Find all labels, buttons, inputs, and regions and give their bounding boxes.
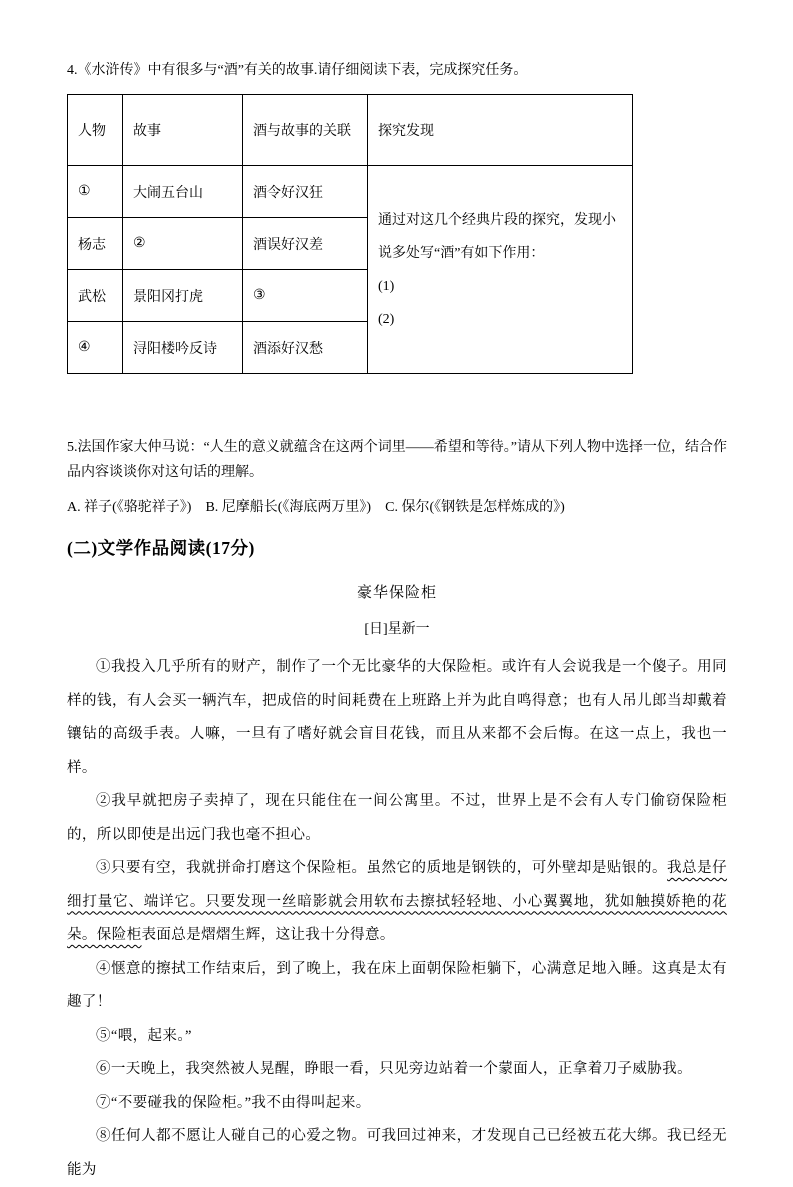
q4-table — [67, 94, 633, 374]
paragraph-3-wavy-underlined: 我总是仔细打量它、端详它。只要发现一丝暗影就会用软布去擦拭轻轻地、小心翼翼地，犹如触摸娇艳的花朵。保险柜 — [67, 860, 727, 943]
option-a: A. 祥子(《骆驼祥子》) — [67, 500, 192, 515]
table-cell: 武松 — [68, 270, 123, 322]
table-cell: 景阳冈打虎 — [123, 270, 243, 322]
paragraph-4: ④惬意的擦拭工作结束后，到了晚上，我在床上面朝保险柜躺下，心满意足地入睡。这真是太有趣了！ — [67, 960, 727, 1010]
option-b: B. 尼摩船长(《海底两万里》) — [205, 500, 372, 515]
table-cell: 酒令好汉狂 — [243, 166, 368, 218]
question-5-prompt: 5.法国作家大仲马说：“人生的意义就蕴含在这两个词里——希望和等待。”请从下列人物中选择一位，结合作品内容谈谈你对这句话的理解。 — [67, 440, 727, 480]
table-cell: 酒误好汉差 — [243, 218, 368, 270]
table-cell: ② — [123, 218, 243, 270]
findings-intro: 通过对这几个经典片段的探究，发现小说多处写“酒”有如下作用： — [378, 212, 616, 261]
header-story: 故事 — [123, 95, 243, 166]
section-heading: (二)文学作品阅读(17分) — [67, 538, 255, 558]
question-5-options — [67, 496, 727, 516]
reading-author: [日]星新一 — [364, 622, 430, 637]
table-cell: 大闹五台山 — [123, 166, 243, 218]
table-cell: ③ — [243, 270, 368, 322]
paragraph-8: ⑧任何人都不愿让人碰自己的心爱之物。可我回过神来，才发现自己已经被五花大绑。我已经无能为 — [67, 1128, 727, 1178]
table-row — [68, 166, 633, 218]
reading-title: 豪华保险柜 — [356, 585, 437, 601]
reading-body — [67, 651, 727, 1187]
paragraph-3-plain: ③只要有空，我就拼命打磨这个保险柜。虽然它的质地是钢铁的，可外壁却是贴银的。 — [96, 860, 668, 876]
paragraph-7: ⑦“不要碰我的保险柜。”我不由得叫起来。 — [96, 1094, 371, 1111]
option-c: C. 保尔(《钢铁是怎样炼成的》) — [385, 500, 565, 515]
table-cell: 杨志 — [68, 218, 123, 270]
header-wine-link: 酒与故事的关联 — [243, 95, 368, 166]
paragraph-2: ②我早就把房子卖掉了，现在只能住在一间公寓里。不过，世界上是不会有人专门偷窃保险柜的，所以即使是出远门我也毫不担心。 — [67, 793, 727, 843]
paragraph-3 — [67, 852, 727, 953]
findings-cell — [368, 166, 633, 374]
question-4-prompt: 4.《水浒传》中有很多与“酒”有关的故事.请仔细阅读下表，完成探究任务。 — [67, 63, 528, 78]
header-findings: 探究发现 — [368, 95, 633, 166]
table-cell: ④ — [68, 322, 123, 374]
table-cell: 浔阳楼吟反诗 — [123, 322, 243, 374]
paragraph-6: ⑥一天晚上，我突然被人晃醒，睁眼一看，只见旁边站着一个蒙面人，正拿着刀子威胁我。 — [96, 1061, 692, 1077]
findings-item-2: (2) — [378, 311, 395, 327]
paragraph-5: ⑤“喂，起来。” — [96, 1027, 192, 1044]
table-cell: 酒添好汉愁 — [243, 322, 368, 374]
header-person: 人物 — [68, 95, 123, 166]
paragraph-1: ①我投入几乎所有的财产，制作了一个无比豪华的大保险柜。或许有人会说我是一个傻子。用同样的钱，有人会买一辆汽车，把成倍的时间耗费在上班路上并为此自鸣得意；也有人吊儿郎当却戴着镶钻的高级手表。人嘛，一旦有了嗜好就会盲目花钱，而且从来都不会后悔。在这一点上，我也一样。 — [67, 659, 727, 776]
paragraph-3-plain-end: 表面总是熠熠生辉，这让我十分得意。 — [141, 927, 395, 943]
findings-item-1: (1) — [378, 278, 395, 294]
table-header-row — [68, 95, 633, 166]
table-cell: ① — [68, 166, 123, 218]
